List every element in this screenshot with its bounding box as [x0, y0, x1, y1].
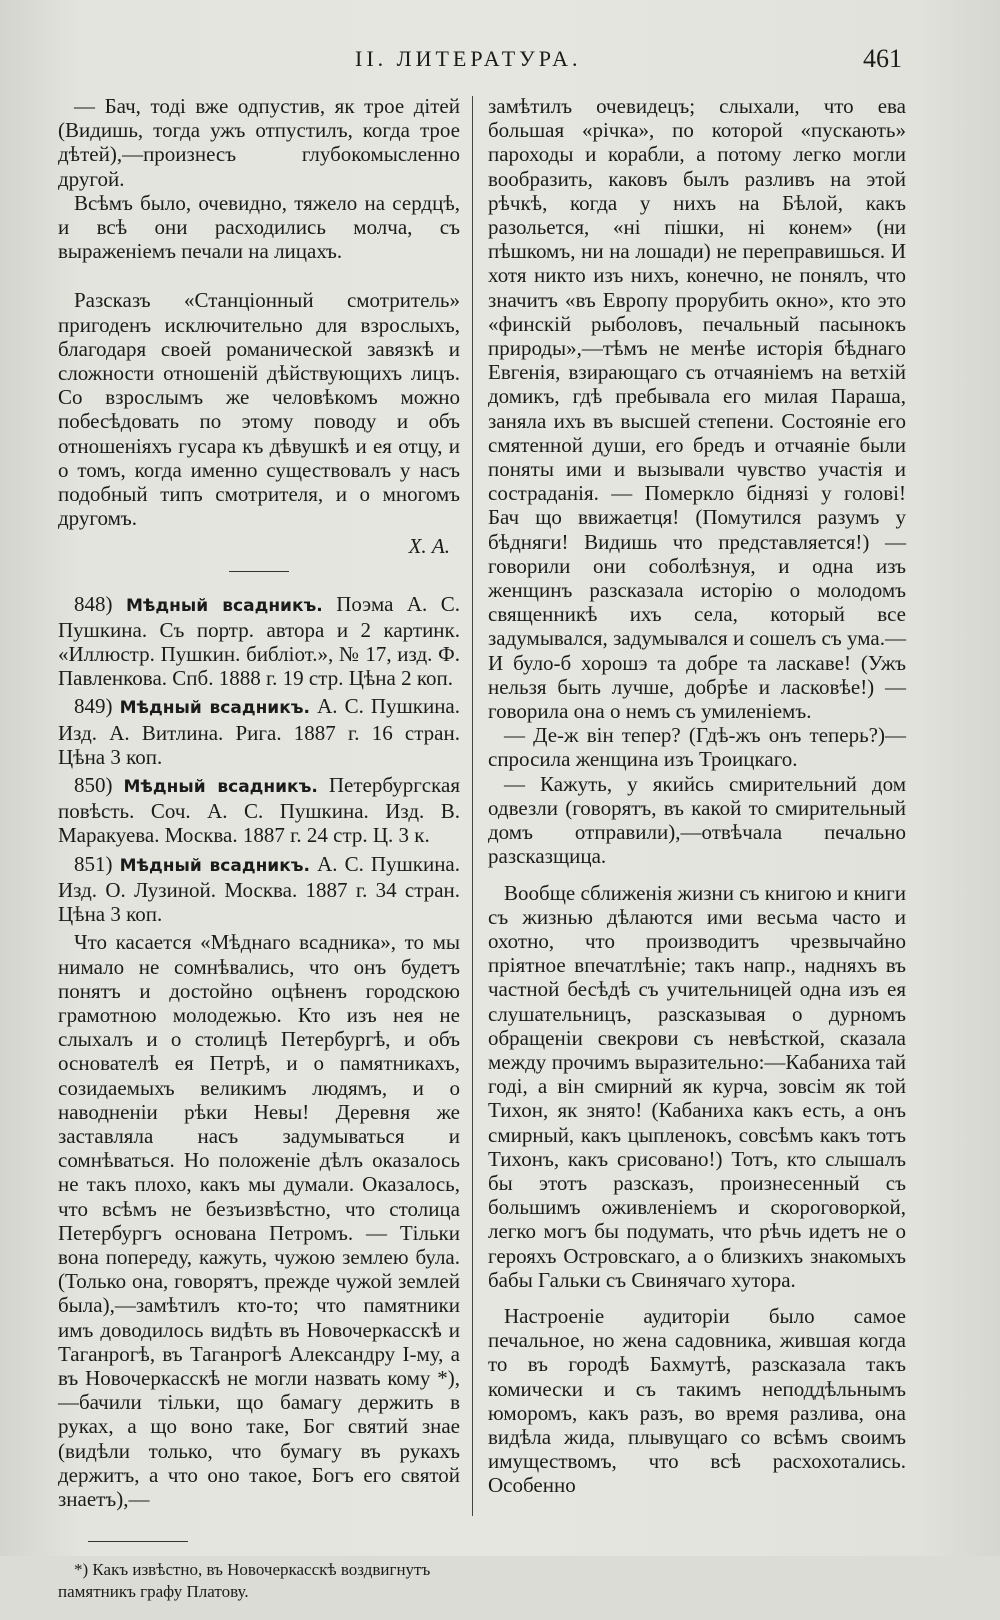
entry-text: Петербургская повѣсть. Соч. А. С. Пушкина. Изд. В. Маракуева. Москва. 1887 г. 24 стр. Ц. 3 к.	[58, 773, 460, 848]
entry-number: 849)	[74, 694, 113, 719]
author-signature: Х. А.	[408, 534, 450, 559]
left-column	[58, 94, 460, 1620]
entry-text: А. С. Пушкина. Изд. О. Лузиной. Москва. 1887 г. 34 стран. Цѣна 3 коп.	[58, 851, 461, 927]
paragraph: Настроеніе аудиторіи было самое печальное, но жена садовника, жившая когда то въ городѣ Бахмутѣ, разсказала такъ комически и съ такимъ неподдѣльнымъ юморомъ, какъ разъ, во время разлива, она видѣла жида, плывущаго со всѣмъ своимъ имуществомъ, что всѣ расхохотались. Особенно	[488, 1303, 906, 1498]
paragraph: замѣтилъ очевидецъ; слыхали, что ева большая «річка», по которой «пускають» пароходы и корабли, а потому легко могли вообразить, каковъ былъ разливъ на этой рѣчкѣ, когда у нихъ на Бѣлой, какъ разольется, «ні пішки, ні конем» (ни пѣшкомъ, ни на лошади) не переправишься. И хотя никто изъ нихъ, конечно, не понялъ, что значитъ «въ Европу прорубить окно», кто это «финскій рыболовъ, печальный пасынокъ природы»,—тѣмъ не менѣе исторія бѣднаго Евгенія, взирающаго съ отчаяніемъ на ветхій домикъ, гдѣ пребывала его милая Параша, заняла ихъ въ высшей степени. Состояніе его смятенной души, его бредъ и отчаяніе были поняты ими и вызывали чувство участія и состраданія. — Померкло біднязі у голові! Бач що ввижаетця! (Помутился разумъ у бѣдняги! Видишь что представляется!) — говорили они соболѣзнуя, и одна изъ женщинъ разсказала исторію о молодомъ священникѣ ихъ села, который все задумывался, задумывался и сошелъ съ ума.—И було-б хорошэ та добре та ласкаве! (Ужъ нельзя быть лучше, добрѣе и ласковѣе!) — говорила она о немъ съ умиленіемъ.	[488, 94, 906, 724]
footnote: *) Какъ извѣстно, въ Новочеркасскѣ воздвигнутъ памятникъ графу Платову.	[58, 1560, 431, 1602]
entry-title: Мѣдный всадникъ.	[119, 698, 310, 719]
entry-text: А. С. Пушкина. Изд. А. Витлина. Рига. 1887 г. 16 стран. Цѣна 3 коп.	[58, 694, 461, 769]
entry-number: 848)	[74, 591, 113, 616]
entry-number: 851)	[74, 851, 113, 876]
paragraph: — Бач, тоді вже одпустив, як трое дітей (Видишь, тогда ужъ отпустилъ, когда трое дѣтей),—произнесъ глубокомысленно другой.	[58, 94, 460, 191]
bibliography-entry	[58, 773, 460, 848]
entry-text: Поэма А. С. Пушкина. Съ портр. автора и 2 картинк. «Иллюстр. Пушкин. библіот.», № 17, изд. Ф. Павленкова. Спб. 1888 г. 19 стр. Цѣна 2 коп.	[58, 591, 461, 691]
paragraph: — Де-ж він тепер? (Гдѣ-жъ онъ теперь?)— спросила женщина изъ Троицкаго.	[488, 723, 906, 772]
bibliography-entry	[58, 694, 460, 769]
bibliography-entry	[58, 592, 460, 691]
footnote-divider	[88, 1541, 188, 1542]
page-number: 461	[863, 44, 902, 73]
paragraph: — Кажуть, у якийсь смирительний дом одвезли (говорятъ, въ какой то смирительный домъ отправили),—отвѣчала печально разсказщица.	[488, 771, 906, 869]
spacer	[488, 1292, 906, 1304]
column-divider	[472, 96, 473, 1516]
bibliography-entry	[58, 852, 460, 927]
section-divider	[229, 571, 289, 572]
entry-title: Мѣдный всадникъ.	[119, 855, 310, 876]
entry-title: Мѣдный всадникъ.	[125, 595, 323, 616]
page-header	[0, 44, 1000, 84]
right-column	[488, 94, 906, 1498]
paragraph: Всѣмъ было, очевидно, тяжело на сердцѣ, и всѣ они расходились молча, съ выраженіемъ печали на лицахъ.	[58, 190, 460, 264]
paragraph: Вообще сближенія жизни съ книгою и книги съ жизнью дѣлаются ими весьма часто и охотно, что производитъ чрезвычайно пріятное впечатлѣніе; такъ напр., надняхъ въ частной бесѣдѣ съ учительницей одна изъ ея слушательницъ, разсказывая о дурномъ обращеніи свекрови съ невѣсткой, сказала между прочимъ выразительно:—Кабаниха тай годі, а він смирний як курча, зовсім як той Тихон, як знято! (Кабаниха какъ есть, а онъ смирный, какъ цыпленокъ, совсѣмъ какъ тотъ Тихонъ, какъ срисовано!) Тотъ, кто слышалъ бы этотъ разсказъ, произнесенный съ большимъ оживленіемъ и скороговоркой, легко могъ бы подумать, что рѣчь идетъ не о герояхъ Островскаго, а о близкихъ знакомыхъ бабы Гальки съ Свинячаго хутора.	[488, 880, 906, 1292]
paragraph: Разсказъ «Станціонный смотритель» пригоденъ исключительно для взрослыхъ, благодаря своей романической завязкѣ и сложности отношеній дѣйствующихъ лицъ. Со взрослымъ же человѣкомъ можно побесѣдовать по этому поводу и объ отношеніяхъ гусара къ дѣвушкѣ и ея отцу, и о томъ, когда именно существовалъ у насъ подобный типъ смотрителя, и о многомъ другомъ.	[58, 288, 460, 531]
paragraph: Что касается «Мѣднаго всадника», то мы нимало не сомнѣвались, что онъ будетъ понятъ и достойно оцѣненъ городскою грамотною молодежью. Кто изъ нея не слыхалъ и о столицѣ Петербургѣ, и объ основателѣ ея Петрѣ, и о памятникахъ, созидаемыхъ великимъ людямъ, и о наводненіи рѣки Невы! Деревня же заставляла насъ задумываться и сомнѣваться. Но положеніе дѣлъ оказалось не такъ плохо, какъ мы думали. Оказалось, что всѣмъ не безъизвѣстно, что столица Петербургъ основана Петромъ. — Тільки вона попереду, кажуть, чужою землею була. (Только она, говорятъ, прежде чужой землей была),—замѣтилъ кто-то; что памятники имъ доводилось видѣть въ Новочеркасскѣ и Таганрогѣ, въ Таганрогѣ Александру I-му, а въ Новочеркасскѣ не могли назвать кому *), —бачили тільки, що бамагу держить в руках, а що воно таке, Бог святий знае (видѣли только, что бумагу въ рукахъ держитъ, а что оно такое, Богъ его святой знаетъ),—	[58, 930, 460, 1511]
entry-number: 850)	[74, 773, 113, 798]
spacer	[488, 869, 906, 881]
entry-title: Мѣдный всадникъ.	[123, 777, 318, 798]
running-title: II. ЛИТЕРАТУРА.	[355, 46, 582, 71]
